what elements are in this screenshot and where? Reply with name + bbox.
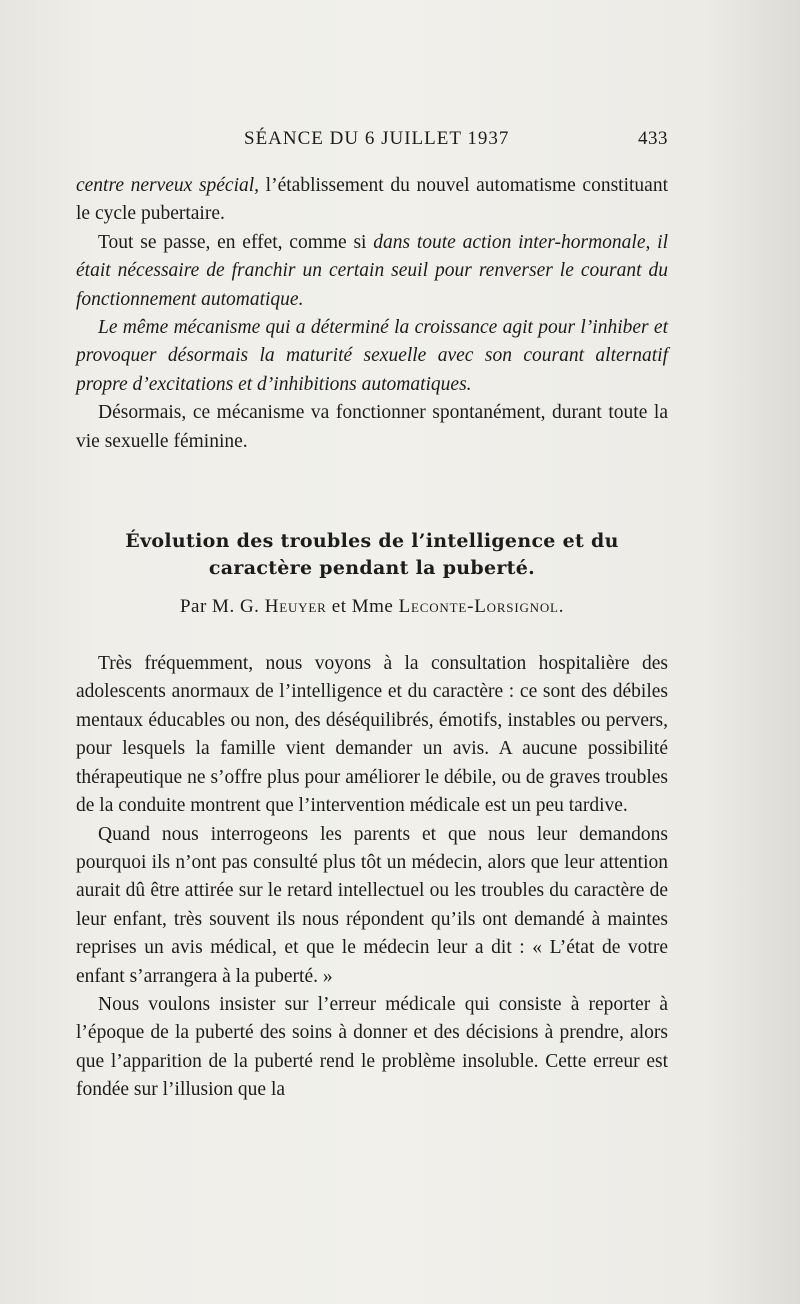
body-paragraph: Très fréquemment, nous voyons à la consultation hospitalière des adolescents anormaux de l’intelligence et du caractère : ce sont des débiles mentaux éducables ou non, des déséquilibrés, émotifs, instables ou pervers, pour lesquels la famille vient demander un avis. A aucune possibilité thérapeutique ne s’offre plus pour améliorer le débile, ou de graves troubles de la conduite montrent que l’intervention médicale est un peu tardive. <box>76 653 668 817</box>
italic-phrase: dans toute action inter-hormonale, il était nécessaire de franchir un certain seuil pour renverser le courant du fonctionnement automatique. <box>76 231 668 310</box>
continuation-paragraph-2 <box>76 229 668 314</box>
running-header <box>244 128 668 150</box>
italic-phrase: centre nerveux spécial, <box>76 175 260 196</box>
page-content <box>76 128 668 1105</box>
page-number: 433 <box>638 128 668 149</box>
body-paragraph: Nous voulons insister sur l’erreur médicale qui consiste à reporter à l’époque de la puberté des soins à donner et des décisions à prendre, alors que l’apparition de la puberté rend le problème insoluble. Cette erreur est fondée sur l’illusion que la <box>76 993 668 1101</box>
paragraph-text: l’établissement du nouvel automatisme constituant le cycle pubertaire. <box>76 175 668 225</box>
continuation-paragraph-4: Désormais, ce mécanisme va fonctionner spontanément, durant toute la vie sexuelle féminine. <box>76 402 668 452</box>
article-title: Évolution des troubles de l’intelligence et du caractère pendant la puberté. <box>125 530 619 580</box>
body-paragraph: Quand nous interrogeons les parents et que nous leur demandons pourquoi ils n’ont pas consulté plus tôt un médecin, alors que leur attention aurait dû être attirée sur le retard intellectuel ou les troubles du caractère de leur enfant, très souvent ils nous répondent qu’ils ont demandé à maintes reprises un avis médical, et que le médecin leur a dit : « L’état de votre enfant s’arrangera à la puberté. » <box>76 823 668 987</box>
continuation-paragraph-3: Le même mécanisme qui a déterminé la croissance agit pour l’inhiber et provoquer désormais la maturité sexuelle avec son courant alternatif propre d’excitations et d’inhibitions automatiques. <box>76 317 668 395</box>
author-name: Heuyer <box>264 596 327 618</box>
paragraph-text: Tout se passe, en effet, comme si <box>98 231 374 253</box>
running-title: SÉANCE DU 6 JUILLET 1937 <box>244 128 510 149</box>
article-authors <box>76 596 668 618</box>
authors-suffix: . <box>558 596 565 618</box>
author-name: Leconte-Lorsignol <box>398 596 559 618</box>
authors-prefix: Par M. G. <box>179 596 265 618</box>
continuation-paragraph-1 <box>76 172 668 229</box>
authors-connector: et Mme <box>326 596 399 618</box>
